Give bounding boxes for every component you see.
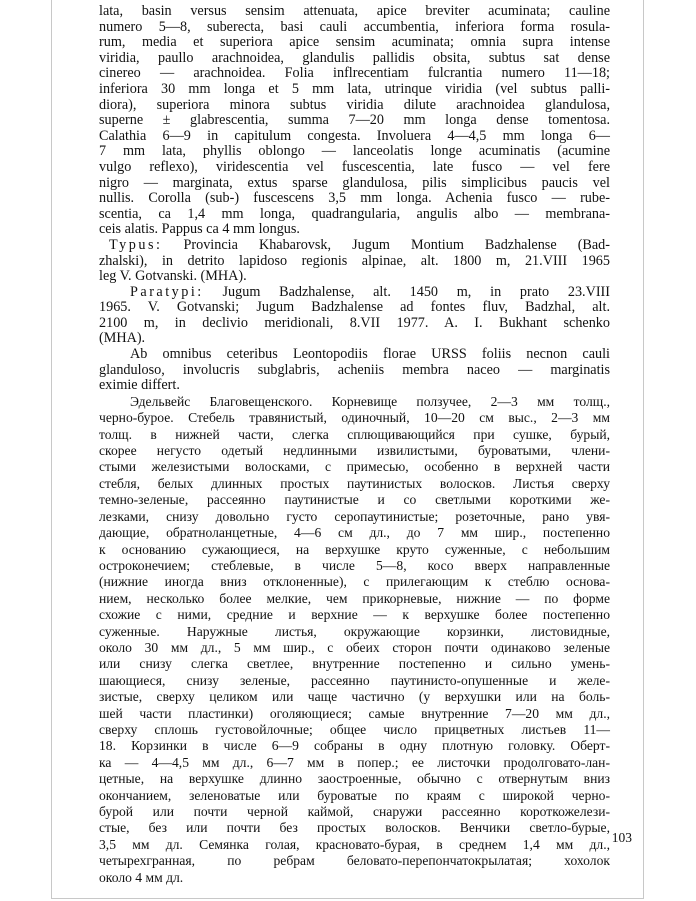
text-line: остроконечием; стеблевые, в числе 5—8, косо вверх направленные — [99, 557, 610, 573]
text-line: superne ± glabrescentia, summa 7—20 mm longa dense tomentosa. — [99, 112, 610, 129]
text-line: scentia, ca 1,4 mm longa, quadrangularia, angulis albo — membrana- — [99, 205, 610, 222]
text-line: eximie differt. — [99, 377, 180, 394]
text-line: 7 mm lata, phyllis oblongo — lanceolatis longe acuminatis (acumine — [99, 143, 610, 160]
text-line: diora), superiora minora subtus viridia dilute arachnoidea glandulosa, — [99, 96, 610, 113]
text-line: суженные. Наружные листья, окружающие корзинки, листовидные, — [99, 623, 610, 639]
text-line: Calathia 6—9 in capitulum congesta. Involuera 4—4,5 mm longa 6— — [99, 127, 610, 144]
text-line — [99, 285, 610, 301]
text-line: ка — 4—4,5 мм дл., 6—7 мм в попер.; ее листочки продолговато-лан- — [99, 754, 610, 770]
text-line: 3,5 мм дл. Семянка голая, красновато-бурая, в среднем 1,4 мм дл., — [99, 836, 610, 852]
text-line: стыми железистыми волосками, с примесью, особенно в верхней части — [99, 459, 610, 475]
text-line: ceis alatis. Pappus ca 4 mm longus. — [99, 221, 300, 238]
text-line: numero 5—8, suberecta, basi cauli accumbentia, inferiora forma rosula- — [99, 18, 610, 35]
text-line: толщ. в нижней части, слегка сплющивающийся при сушке, бурый, — [99, 426, 610, 442]
text-line: бурой или почти черной каймой, снаружи рассеянно короткожелези- — [99, 804, 610, 819]
text-line: glanduloso, involucris subglabris, acheniis membra naceo — marginatis — [99, 361, 610, 378]
page-body — [99, 4, 610, 886]
text-line: 1965. V. Gotvanski; Jugum Badzhalense ad fontes fluv, Badzhal, alt. — [99, 299, 610, 316]
paratypi-label: Paratypi: — [130, 283, 204, 300]
text-line: около 30 мм дл., 5 мм шир., с обеих сторон почти одинаково зеленые — [99, 639, 610, 655]
text-line: скорее негусто одетый недлинными извилистыми, буроватыми, члени- — [99, 443, 610, 459]
text-line: черно-бурое. Стебель травянистый, одиночный, 10—20 см выс., 2—3 мм — [99, 410, 610, 426]
text-line: leg V. Gotvanski. (MHA). — [99, 268, 247, 285]
page-number: 103 — [611, 830, 632, 845]
paratypi-paragraph — [99, 285, 610, 347]
text-line: nigro — marginata, extus sparse glandulosa, pilis simplicibus paucis vel — [99, 174, 610, 191]
text-line: Эдельвейс Благовещенского. Корневище ползучее, 2—3 мм толщ., — [130, 393, 610, 409]
text-line: четырехгранная, по ребрам беловато-перепончатокрылатая; хохолок — [99, 853, 610, 869]
text-line: inferiora 30 mm longa et 5 mm lata, utrinque viridia (vel subtus palli- — [99, 80, 610, 97]
text-line: cinereo — arachnoidea. Folia inflrecentiam fulcrantia numero 11—18; — [99, 65, 610, 82]
russian-description — [99, 394, 610, 886]
text-line: дающие, обратноланцетные, 4—6 см дл., до 7 мм шир., постепенно — [99, 525, 610, 541]
text-line: viridia, paullo arachnoidea, glandulis pallidis obsita, subtus sat dense — [99, 49, 610, 66]
latin-description — [99, 4, 610, 238]
text-line: vulgo reflexo), viridescentia vel fuscescentia, late fusco — vel fere — [99, 158, 610, 175]
text-line: стые, без или почти без простых волосков. Венчики светло-бурые, — [99, 820, 610, 836]
text-line: 2100 m, in declivio meridionali, 8.VII 1977. A. I. Bukhant schenko — [99, 314, 610, 331]
text-line — [99, 238, 610, 254]
text-line: схожие с ними, средние и верхние — к верхушке более постепенно — [99, 607, 610, 623]
text-line: лезками, снизу довольно густо серопаутинистые; розеточные, рано увя- — [99, 508, 610, 524]
text-line: nullis. Corolla (sub-) fuscescens 3,5 mm longa. Achenia fusco — rube- — [99, 190, 610, 207]
diagnosis-paragraph — [99, 347, 610, 394]
text-line: стебля, белых длинных простых паутинистых волосков. Листья сверху — [99, 475, 610, 491]
text-line: цетные, на верхушке длинно заостроенные, обычно с отвернутым вниз — [99, 771, 610, 787]
text-line: lata, basin versus sensim attenuata, apice breviter acuminata; cauline — [99, 3, 610, 19]
text-line: zhalski), in detrito lapidoso regionis alpinae, alt. 1800 m, 21.VIII 1965 — [99, 252, 610, 269]
text-line: (MHA). — [99, 330, 146, 347]
text-line: темно-зеленые, рассеянно паутинистые и со светлыми короткими же- — [99, 492, 610, 508]
text-line: около 4 мм дл. — [99, 869, 184, 885]
text-line: или снизу слегка светлее, внутренние постепенно и сильно умень- — [99, 656, 610, 672]
text-line: (нижние иногда вниз отклоненные), с прилегающим к стеблю основа- — [99, 574, 610, 590]
text-line: rum, media et superiora apice sensim acuminata; omnia supra intense — [99, 34, 610, 51]
text-line: шей части пластинки) оголяющиеся; самые внутренние 7—20 мм дл., — [99, 705, 610, 721]
text-line: к основанию сужающиеся, на верхушке круто суженные, с небольшим — [99, 541, 610, 557]
typus-paragraph — [99, 238, 610, 285]
text-line: шающиеся, снизу зеленые, рассеянно паутинисто-опушенные и желе- — [99, 672, 610, 688]
text-line: Ab omnibus ceteribus Leontopodiis florae URSS foliis necnon cauli — [130, 346, 610, 363]
typus-label: Typus: — [109, 236, 163, 253]
text-line: нием, несколько более мелкие, чем прикорневые, нижние — по форме — [99, 590, 610, 606]
typus-text: Provincia Khabarovsk, Jugum Montium Badzhalense (Bad- — [183, 236, 611, 253]
text-line: 18. Корзинки в числе 6—9 собраны в одну плотную головку. Оберт- — [99, 738, 610, 754]
text-line: сверху сплошь густовойлочные; общее число прицветных листьев 11— — [99, 721, 610, 737]
paratypi-text: Jugum Badzhalense, alt. 1450 m, in prato 23.VIII — [222, 283, 611, 300]
text-line: зистые, сверху целиком или чаще частично (у верхушки или на боль- — [99, 689, 610, 705]
book-page — [51, 0, 644, 899]
text-line: окончанием, зеленоватые или буроватые по краям с широкой черно- — [99, 787, 610, 803]
